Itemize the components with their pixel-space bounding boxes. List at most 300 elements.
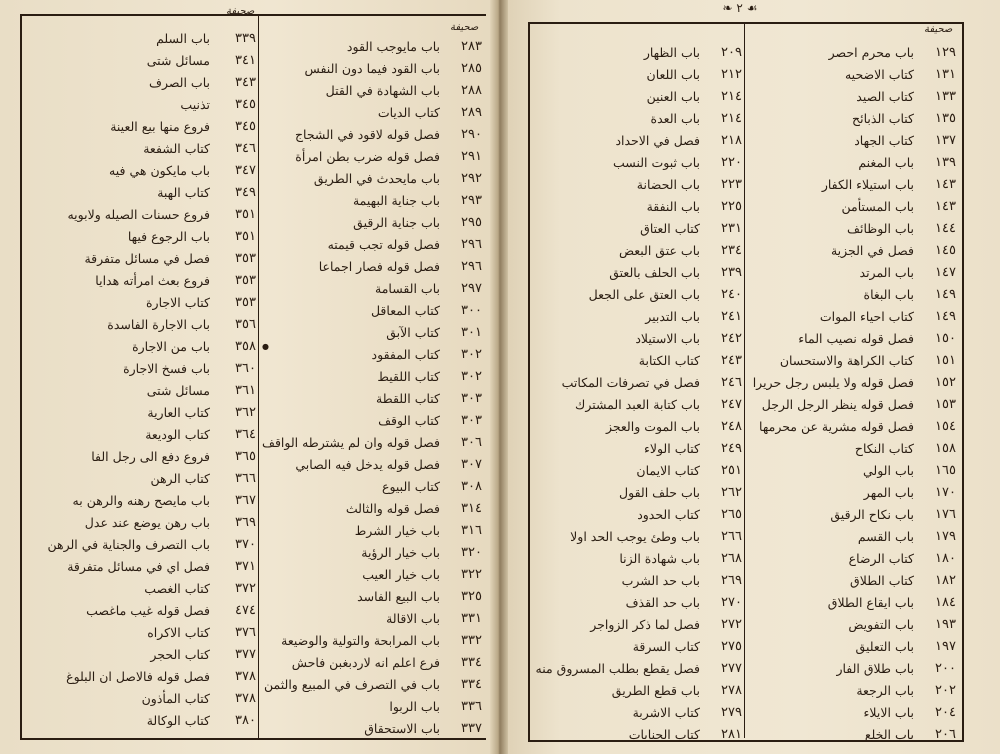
toc-entry-title: باب التدبير [645, 309, 700, 324]
toc-entry-title: باب استيلاء الكفار [821, 177, 914, 192]
toc-entry-page-number: ٢٠٢ [935, 683, 956, 698]
toc-entry-page-number: ٢٩٦ [461, 237, 482, 252]
toc-entry-title: فصل قوله لاقود في الشجاج [294, 127, 440, 142]
toc-entry-page-number: ٢٤٧ [721, 397, 742, 412]
toc-entry [532, 372, 742, 394]
toc-entry-page-number: ١٤٩ [935, 309, 956, 324]
toc-entry [24, 380, 256, 402]
toc-entry-page-number: ٣٧٢ [235, 581, 256, 596]
toc-entry-page-number: ٣٦٠ [235, 361, 256, 376]
toc-entry-title: كتاب الاشربة [632, 705, 700, 720]
toc-column-right-inner [532, 42, 742, 746]
toc-entry-page-number: ٢٧٠ [721, 595, 742, 610]
toc-entry-page-number: ٣٤٥ [235, 97, 256, 112]
toc-entry [748, 306, 956, 328]
toc-entry-page-number: ٢٠٦ [935, 727, 956, 742]
left-page-column-divider [258, 14, 259, 738]
toc-entry-page-number: ١٤٥ [935, 243, 956, 258]
toc-entry-title: فصل قوله ضرب بطن امرأة [295, 149, 440, 164]
toc-entry [532, 636, 742, 658]
toc-entry-page-number: ١٥٠ [935, 331, 956, 346]
toc-entry [748, 394, 956, 416]
toc-entry-page-number: ٢٩١ [461, 149, 482, 164]
toc-entry-title: فصل قوله مشرية عن محرمها [759, 419, 914, 434]
toc-entry-page-number: ٣٠٦ [461, 435, 482, 450]
toc-entry [748, 372, 956, 394]
toc-entry [24, 72, 256, 94]
toc-entry-title: كتاب الرضاع [848, 551, 914, 566]
toc-entry-page-number: ٣٠٨ [461, 479, 482, 494]
toc-entry-title: مسائل شتى [146, 383, 210, 398]
page-number: ٢ [736, 1, 743, 15]
toc-entry-page-number: ٢٨٣ [461, 39, 482, 54]
toc-entry-title: باب النفقة [646, 199, 700, 214]
toc-entry [262, 80, 482, 102]
toc-entry-title: باب شهادة الزنا [619, 551, 700, 566]
toc-entry [24, 402, 256, 424]
toc-entry-title: كتاب الاجارة [146, 295, 210, 310]
toc-entry-page-number: ٢١٢ [721, 67, 742, 82]
toc-entry-page-number: ١٧٠ [935, 485, 956, 500]
toc-entry [532, 504, 742, 526]
toc-entry-title: باب الصرف [148, 75, 210, 90]
toc-entry-title: كتاب الشفعة [143, 141, 210, 156]
toc-entry-page-number: ٣٢٥ [461, 589, 482, 604]
toc-entry-title: باب الرجعة [856, 683, 914, 698]
toc-entry-title: باب المغنم [858, 155, 914, 170]
toc-entry-page-number: ١٣٣ [935, 89, 956, 104]
toc-entry-page-number: ٣٣١ [461, 611, 482, 626]
toc-entry-page-number: ٢١٤ [721, 111, 742, 126]
toc-entry [748, 196, 956, 218]
toc-entry-page-number: ١٦٥ [935, 463, 956, 478]
toc-entry-title: كتاب اللقيط [377, 369, 440, 384]
toc-entry-title: باب حلف القول [619, 485, 700, 500]
toc-entry [532, 482, 742, 504]
toc-entry [24, 116, 256, 138]
toc-entry [262, 344, 482, 366]
toc-entry [532, 218, 742, 240]
toc-entry-title: فصل يقطع بطلب المسروق منه [535, 661, 700, 676]
toc-entry-title: باب كتابة العبد المشترك [575, 397, 700, 412]
toc-entry-title: باب مايحدث في الطريق [313, 171, 440, 186]
toc-entry [748, 658, 956, 680]
toc-entry-page-number: ٣٣٦ [461, 699, 482, 714]
toc-entry-title: باب الاقالة [386, 611, 440, 626]
toc-entry-title: فصل في مسائل متفرقة [84, 251, 210, 266]
toc-entry-page-number: ١٩٣ [935, 617, 956, 632]
toc-entry-title: كتاب المعاقل [370, 303, 440, 318]
toc-entry-title: كتاب الآبق [386, 325, 440, 340]
toc-entry-page-number: ٣٤٥ [235, 119, 256, 134]
toc-entry-page-number: ٣٣٤ [461, 655, 482, 670]
toc-entry [748, 460, 956, 482]
toc-entry-title: فصل في الاحداد [615, 133, 700, 148]
toc-entry [24, 512, 256, 534]
toc-entry-page-number: ٢٤٩ [721, 441, 742, 456]
toc-entry-title: باب الحلف بالعتق [609, 265, 700, 280]
toc-entry-title: فصل قوله والثالث [345, 501, 440, 516]
toc-entry [24, 534, 256, 556]
toc-entry [532, 548, 742, 570]
toc-entry [24, 314, 256, 336]
toc-entry-title: باب نكاح الرقيق [830, 507, 914, 522]
toc-entry [262, 388, 482, 410]
toc-entry [748, 614, 956, 636]
toc-entry-title: باب الاجارة الفاسدة [107, 317, 210, 332]
toc-entry-title: كتاب احياء الموات [819, 309, 914, 324]
toc-entry-title: كتاب الاكراه [147, 625, 210, 640]
toc-entry-title: باب المهر [863, 485, 914, 500]
toc-entry-title: فصل قوله ولا يلبس رجل حريرا [752, 375, 914, 390]
toc-entry-page-number: ٢٧٩ [721, 705, 742, 720]
toc-entry [532, 240, 742, 262]
toc-entry [748, 218, 956, 240]
toc-entry [262, 564, 482, 586]
toc-entry [748, 592, 956, 614]
toc-entry-page-number: ٢٧٧ [721, 661, 742, 676]
toc-column-left-outer [24, 28, 256, 732]
toc-entry-title: كتاب الوديعة [145, 427, 210, 442]
toc-entry-page-number: ٢٧٢ [721, 617, 742, 632]
toc-entry-title: باب الايلاء [863, 705, 914, 720]
toc-entry [24, 182, 256, 204]
toc-entry [748, 482, 956, 504]
toc-entry-page-number: ٣٦٤ [235, 427, 256, 442]
toc-entry-title: باب التصرف والجناية في الرهن [47, 537, 210, 552]
toc-entry [748, 262, 956, 284]
toc-entry-title: باب ثبوت النسب [613, 155, 700, 170]
toc-entry-page-number: ١٥٢ [935, 375, 956, 390]
toc-entry [532, 130, 742, 152]
toc-entry [748, 570, 956, 592]
toc-entry-title: كتاب البيوع [381, 479, 440, 494]
toc-column-left-inner [262, 36, 482, 740]
toc-entry [748, 680, 956, 702]
toc-entry-title: باب الاستيلاد [635, 331, 700, 346]
toc-entry-title: باب خيار الشرط [354, 523, 440, 538]
toc-entry [24, 688, 256, 710]
toc-entry-title: فروع منها بيع العينة [110, 119, 210, 134]
toc-entry-page-number: ٢٧٨ [721, 683, 742, 698]
toc-entry [262, 146, 482, 168]
toc-entry-page-number: ٢٨٥ [461, 61, 482, 76]
toc-entry-title: باب خيار العيب [362, 567, 440, 582]
toc-entry [532, 438, 742, 460]
toc-entry-page-number: ٣٤٩ [235, 185, 256, 200]
toc-entry-title: باب ايقاع الطلاق [827, 595, 914, 610]
toc-entry-title: باب في التصرف في المبيع والثمن [264, 677, 440, 692]
toc-entry-page-number: ٣٣٧ [461, 721, 482, 736]
toc-entry-title: كتاب الطلاق [850, 573, 914, 588]
toc-entry-title: باب العنين [646, 89, 700, 104]
toc-entry-title: باب التعليق [855, 639, 914, 654]
toc-entry-title: باب وطئ يوجب الحد اولا [570, 529, 700, 544]
toc-entry-title: باب رهن يوضع عند عدل [84, 515, 210, 530]
toc-entry-title: باب خيار الرؤية [361, 545, 440, 560]
toc-entry [262, 36, 482, 58]
toc-entry [532, 42, 742, 64]
toc-entry-page-number: ٣١٤ [461, 501, 482, 516]
toc-entry-page-number: ٣٤١ [235, 53, 256, 68]
toc-entry-page-number: ٢٠٤ [935, 705, 956, 720]
toc-entry-title: كتاب الحدود [637, 507, 700, 522]
toc-entry-title: باب الظهار [643, 45, 700, 60]
toc-entry-title: كتاب الايمان [636, 463, 700, 478]
toc-entry-title: كتاب الجنايات [628, 727, 700, 742]
toc-entry [262, 498, 482, 520]
toc-entry-page-number: ٣٧٨ [235, 691, 256, 706]
toc-entry-page-number: ٢٤٣ [721, 353, 742, 368]
toc-entry [532, 174, 742, 196]
toc-entry [532, 152, 742, 174]
toc-entry-page-number: ١٤٤ [935, 221, 956, 236]
toc-entry-title: كتاب العارية [147, 405, 210, 420]
toc-entry-title: كتاب الحجر [150, 647, 210, 662]
toc-entry-page-number: ٢٢٠ [721, 155, 742, 170]
toc-entry-page-number: ٢٥١ [721, 463, 742, 478]
toc-entry [24, 138, 256, 160]
toc-entry-title: باب مايصح رهنه والرهن به [72, 493, 210, 508]
toc-entry-page-number: ٢٦٥ [721, 507, 742, 522]
toc-entry-page-number: ٣١٦ [461, 523, 482, 538]
toc-entry-title: كتاب الكراهة والاستحسان [779, 353, 914, 368]
toc-entry-title: باب الموت والعجز [605, 419, 700, 434]
toc-entry-page-number: ١٥٤ [935, 419, 956, 434]
toc-entry-page-number: ١٨٠ [935, 551, 956, 566]
column-header-right-outer: صحيفة [924, 24, 953, 35]
toc-entry [532, 64, 742, 86]
toc-entry-page-number: ٣٠٣ [461, 391, 482, 406]
ornament-left: ❧ [722, 1, 733, 15]
toc-entry-title: باب الرجوع فيها [127, 229, 210, 244]
toc-entry-page-number: ١٤٣ [935, 177, 956, 192]
toc-entry-page-number: ٢٤٦ [721, 375, 742, 390]
toc-entry [748, 328, 956, 350]
toc-entry [262, 542, 482, 564]
toc-entry-page-number: ٣٥١ [235, 229, 256, 244]
toc-entry-page-number: ٣٠٧ [461, 457, 482, 472]
toc-entry-title: كتاب المأذون [141, 691, 210, 706]
toc-entry-page-number: ٣٦١ [235, 383, 256, 398]
toc-entry [532, 108, 742, 130]
toc-entry [532, 262, 742, 284]
toc-entry-page-number: ١٣٧ [935, 133, 956, 148]
toc-entry-title: كتاب النكاح [854, 441, 914, 456]
toc-entry [262, 124, 482, 146]
toc-entry [532, 86, 742, 108]
toc-entry-page-number: ٢٧٥ [721, 639, 742, 654]
toc-entry [24, 94, 256, 116]
toc-entry [262, 630, 482, 652]
toc-entry [748, 526, 956, 548]
toc-entry-title: فصل قوله فصار اجماعا [318, 259, 440, 274]
toc-entry-page-number: ١٧٦ [935, 507, 956, 522]
toc-entry-title: باب العتق على الجعل [588, 287, 700, 302]
toc-entry [532, 350, 742, 372]
toc-entry-title: مسائل شتى [146, 53, 210, 68]
toc-entry [24, 28, 256, 50]
toc-entry [532, 702, 742, 724]
toc-entry-page-number: ٣٢٠ [461, 545, 482, 560]
toc-entry-page-number: ٣٢٢ [461, 567, 482, 582]
toc-entry [262, 256, 482, 278]
toc-entry-title: كتاب الذبائح [852, 111, 914, 126]
toc-entry-page-number: ٢١٤ [721, 89, 742, 104]
toc-entry-page-number: ٢٤٨ [721, 419, 742, 434]
toc-entry-page-number: ١٤٣ [935, 199, 956, 214]
toc-entry-title: باب جناية البهيمة [352, 193, 440, 208]
toc-entry-title: كتاب الهبة [157, 185, 210, 200]
toc-entry-page-number: ٢١٨ [721, 133, 742, 148]
toc-entry [748, 240, 956, 262]
toc-entry [748, 108, 956, 130]
toc-entry [262, 234, 482, 256]
toc-entry [24, 468, 256, 490]
toc-entry-title: باب الولي [863, 463, 914, 478]
toc-entry-title: باب من الاجارة [132, 339, 210, 354]
toc-entry [748, 438, 956, 460]
toc-entry-page-number: ١٩٧ [935, 639, 956, 654]
toc-entry-page-number: ٣٣٩ [235, 31, 256, 46]
toc-entry [24, 622, 256, 644]
toc-entry-title: كتاب الوكالة [146, 713, 210, 728]
toc-entry-title: كتاب السرقة [632, 639, 700, 654]
toc-entry-title: فصل قوله نصيب الماء [798, 331, 914, 346]
toc-entry-page-number: ٣٧٧ [235, 647, 256, 662]
toc-entry-page-number: ١٨٤ [935, 595, 956, 610]
toc-entry-title: باب السلم [156, 31, 210, 46]
toc-entry [532, 196, 742, 218]
toc-entry [262, 168, 482, 190]
toc-entry-page-number: ١٣١ [935, 67, 956, 82]
toc-entry-page-number: ٢٣٤ [721, 243, 742, 258]
toc-entry-title: باب فسخ الاجارة [123, 361, 210, 376]
toc-entry-page-number: ٢٩٠ [461, 127, 482, 142]
toc-entry-page-number: ٣٥٣ [235, 273, 256, 288]
toc-entry-page-number: ١٥٣ [935, 397, 956, 412]
toc-entry-title: باب البغاة [863, 287, 914, 302]
toc-entry-title: فروع حسنات الصيله ولابويه [67, 207, 210, 222]
toc-entry-title: كتاب الاضحيه [844, 67, 914, 82]
toc-entry-title: باب المرابحة والتولية والوضيعة [281, 633, 440, 648]
toc-entry [24, 556, 256, 578]
toc-entry-page-number: ٣٧٠ [235, 537, 256, 552]
toc-entry-title: باب القسامة [375, 281, 440, 296]
toc-entry [532, 680, 742, 702]
toc-entry [532, 724, 742, 746]
toc-entry-title: فروع دفع الى رجل الفا [91, 449, 210, 464]
right-page-column-divider [744, 22, 745, 738]
toc-entry-title: باب اللعان [646, 67, 700, 82]
toc-entry-page-number: ١٤٧ [935, 265, 956, 280]
toc-entry-title: باب التفويض [848, 617, 914, 632]
toc-entry [532, 284, 742, 306]
toc-entry-title: فصل في الجزية [830, 243, 914, 258]
toc-entry [24, 600, 256, 622]
toc-entry [748, 42, 956, 64]
toc-entry-title: باب حد الشرب [621, 573, 700, 588]
toc-entry [24, 666, 256, 688]
toc-entry [262, 454, 482, 476]
toc-entry [24, 204, 256, 226]
toc-entry-title: باب البيع الفاسد [357, 589, 440, 604]
toc-entry-title: فصل في تصرفات المكاتب [561, 375, 700, 390]
toc-entry-title: فصل قوله وان لم يشترطه الواقف [262, 435, 440, 450]
toc-entry-title: كتاب الصيد [856, 89, 914, 104]
toc-entry-title: فروع بعث امرأته هدايا [95, 273, 210, 288]
toc-entry-title: كتاب المفقود [371, 347, 440, 362]
toc-entry-page-number: ١٥٨ [935, 441, 956, 456]
toc-entry-title: باب قطع الطريق [611, 683, 700, 698]
toc-entry-page-number: ٢٨٩ [461, 105, 482, 120]
toc-entry-page-number: ٢٩٢ [461, 171, 482, 186]
toc-entry [262, 520, 482, 542]
toc-entry-title: باب حد القذف [625, 595, 700, 610]
toc-entry-title: باب الوظائف [847, 221, 914, 236]
toc-entry-page-number: ٢٦٢ [721, 485, 742, 500]
toc-entry [532, 394, 742, 416]
toc-entry-page-number: ٣٦٢ [235, 405, 256, 420]
toc-entry [262, 212, 482, 234]
toc-entry [24, 578, 256, 600]
toc-entry [262, 608, 482, 630]
toc-entry [262, 718, 482, 740]
toc-entry-title: فصل قوله يدخل فيه الصابي [295, 457, 440, 472]
toc-entry [262, 410, 482, 432]
toc-entry-title: تذنيب [180, 97, 210, 112]
toc-entry-title: باب الربوا [389, 699, 440, 714]
toc-entry-page-number: ٢٨١ [721, 727, 742, 742]
toc-entry-title: باب المستأمن [841, 199, 914, 214]
toc-entry [24, 50, 256, 72]
toc-entry [262, 102, 482, 124]
toc-entry-page-number: ٣٥١ [235, 207, 256, 222]
toc-entry-title: باب الاستحقاق [364, 721, 440, 736]
toc-entry-page-number: ٢٩٣ [461, 193, 482, 208]
toc-entry-title: باب جناية الرقيق [353, 215, 440, 230]
toc-entry-page-number: ١٧٩ [935, 529, 956, 544]
toc-entry-title: كتاب العتاق [640, 221, 700, 236]
toc-entry-title: فصل لما ذكر الزواجر [590, 617, 700, 632]
toc-entry-page-number: ٣٠٠ [461, 303, 482, 318]
toc-entry [532, 592, 742, 614]
toc-entry-title: كتاب الوقف [378, 413, 440, 428]
toc-entry-page-number: ١٣٩ [935, 155, 956, 170]
toc-entry [748, 350, 956, 372]
book-gutter [490, 0, 508, 754]
toc-entry-page-number: ٢٣١ [721, 221, 742, 236]
toc-entry [24, 644, 256, 666]
toc-entry [262, 696, 482, 718]
toc-entry-page-number: ٢٦٦ [721, 529, 742, 544]
toc-entry-page-number: ٣٧١ [235, 559, 256, 574]
toc-entry-page-number: ٣٤٧ [235, 163, 256, 178]
toc-entry-title: كتاب الجهاد [854, 133, 914, 148]
toc-entry-page-number: ٢٨٨ [461, 83, 482, 98]
toc-entry [24, 226, 256, 248]
toc-entry [262, 300, 482, 322]
toc-entry [24, 710, 256, 732]
toc-entry [262, 366, 482, 388]
margin-mark: ● [262, 342, 269, 351]
toc-entry-title: كتاب الرهن [150, 471, 210, 486]
toc-entry [24, 292, 256, 314]
toc-entry-page-number: ٢٦٩ [721, 573, 742, 588]
toc-entry-page-number: ٣٠٣ [461, 413, 482, 428]
toc-entry [748, 416, 956, 438]
toc-entry-title: باب الشهادة في القتل [325, 83, 440, 98]
